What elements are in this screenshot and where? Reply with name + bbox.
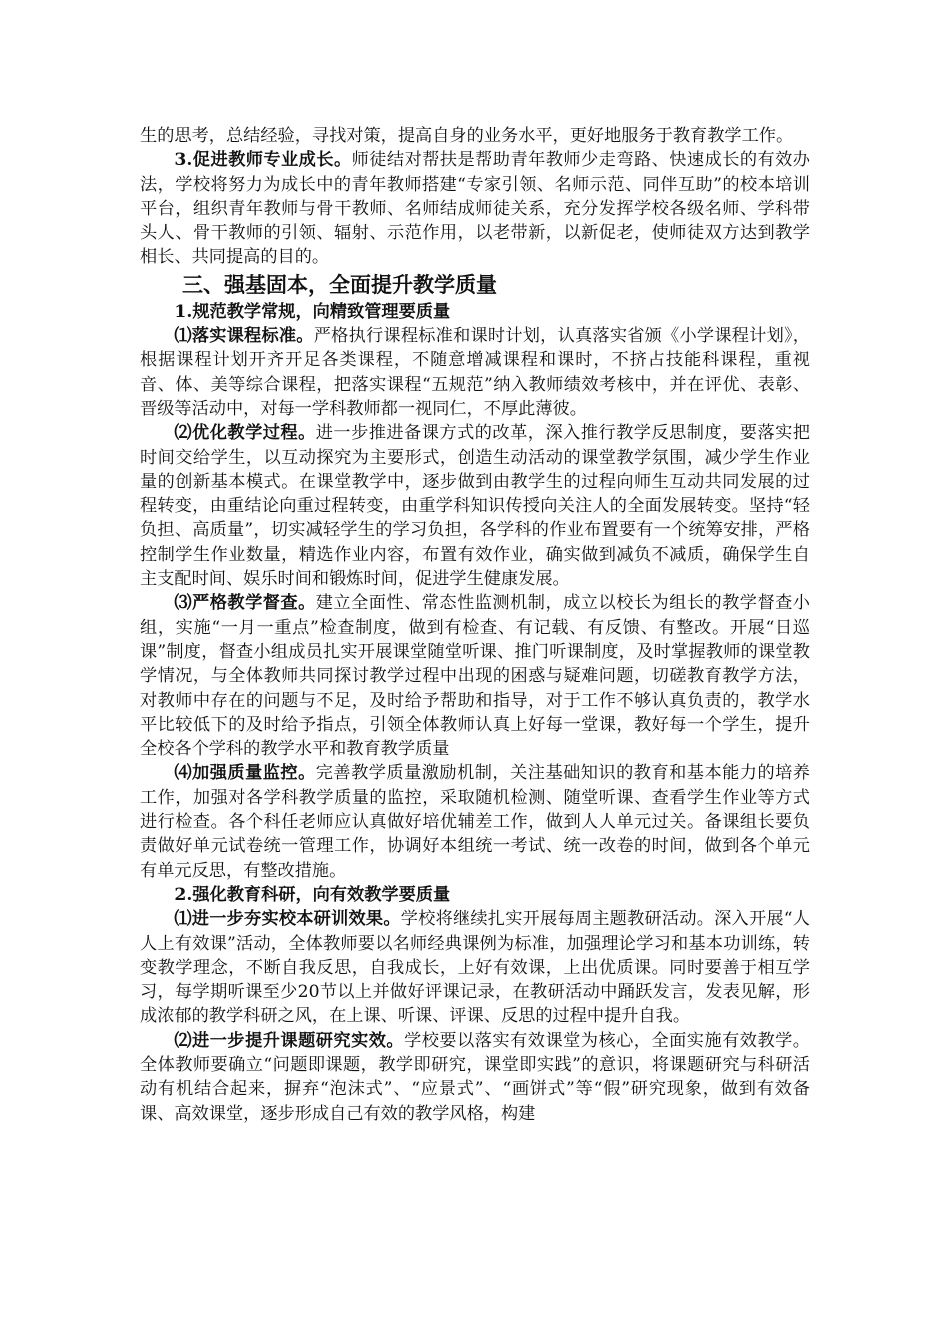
paragraph-lead: ⑶严格教学督查。 — [174, 593, 316, 614]
paragraph-teacher-growth — [140, 148, 810, 269]
document-page — [140, 124, 810, 1126]
paragraph-lead: ⑵优化教学过程。 — [174, 423, 316, 444]
subsection-heading-2: 2.强化教育科研，向有效教学要质量 — [174, 884, 451, 905]
paragraph-lead: ⑷加强质量监控。 — [174, 763, 316, 784]
paragraph-lead: ⑴进一步夯实校本研训效果。 — [174, 909, 401, 930]
paragraph-text: 师徒结对帮扶是帮助青年教师少走弯路、快速成长的有效办法，学校将努力为成长中的青年教师搭建“专家引领、名师示范、同伴互助”的校本培训平台，组织青年教师与骨干教师、名师结成师徒关系，充分发挥学校各级名师、学科带头人、骨干教师的引领、辐射、示范作用，以老带新，以新促老，使师徒双方达到教学相长、共同提高的目的。 — [140, 150, 810, 268]
paragraph-school-research — [140, 907, 810, 1028]
paragraph-lead: ⑵进一步提升课题研究实效。 — [174, 1030, 405, 1051]
paragraph-continuation — [140, 124, 810, 148]
paragraph-text: 建立全面性、常态性监测机制，成立以校长为组长的教学督查小组，实施“一月一重点”检查制度，做到有检查、有记载、有反馈、有整改。开展“日巡课”制度，督查小组成员扎实开展课堂随堂听课、推门听课制度，及时掌握教师的课堂教学情况，与全体教师共同探讨教学过程中出现的困惑与疑难问题，切磋教育教学方法，对教师中存在的问题与不足，及时给予帮助和指导，对于工作不够认真负责的，教学水平比较低下的及时给予指点，引领全体教师认真上好每一堂课，教好每一个学生，提升全校各个学科的教学水平和教育教学质量 — [140, 593, 810, 760]
paragraph-text: 进一步推进备课方式的改革，深入推行教学反思制度，要落实把时间交给学生，以互动探究为主要形式，创造生动活动的课堂教学氛围，减少学生作业量的创新基本模式。在课堂教学中，逐步做到由教学生的过程向师生互动共同发展的过程转变，由重结论向重过程转变，由重学科知识传授向关注人的全面发展转变。坚持“轻负担、高质量”，切实减轻学生的学习负担，各学科的作业布置要有一个统筹安排，严格控制学生作业数量，精选作业内容，布置有效作业，确实做到减负不减质，确保学生自主支配时间、娱乐时间和锻炼时间，促进学生健康发展。 — [140, 423, 810, 590]
paragraph-text: 学校将继续扎实开展每周主题教研活动。深入开展“人人上有效课”活动，全体教师要以名师经典课例为标准，加强理论学习和基本功训练，转变教学理念，不断自我反思，自我成长，上好有效课，上出优质课。同时要善于相互学习，每学期听课至少20节以上并做好评课记录，在教研活动中踊跃发言，发表见解，形成浓郁的教学科研之风，在上课、听课、评课、反思的过程中提升自我。 — [140, 909, 810, 1027]
paragraph-topic-research — [140, 1029, 810, 1126]
paragraph-lead: 3.促进教师专业成长。 — [174, 150, 352, 171]
paragraph-teaching-process — [140, 421, 810, 591]
paragraph-text: 严格执行课程标准和课时计划，认真落实省颁《小学课程计划》，根据课程计划开齐开足各类课程，不随意增减课程和课时，不挤占技能科课程，重视音、体、美等综合课程，把落实课程“五规范”纳入教师绩效考核中，并在评优、表彰、晋级等活动中，对每一学科教师都一视同仁，不厚此薄彼。 — [140, 326, 810, 419]
paragraph-text: 学校要以落实有效课堂为核心，全面实施有效教学。全体教师要确立“问题即课题，教学即研究，课堂即实践”的意识，将课题研究与科研活动有机结合起来，摒弃“泡沫式”、“应景式”、“画饼式”等“假”研究现象，做到有效备课、高效课堂，逐步形成自己有效的教学风格，构建 — [140, 1030, 810, 1124]
subsection-heading-1: 1.规范教学常规，向精致管理要质量 — [174, 301, 451, 322]
paragraph-curriculum-standard — [140, 324, 810, 421]
paragraph-text: 完善教学质量激励机制，关注基础知识的教育和基本能力的培养工作，加强对各学科教学质量的监控，采取随机检测、随堂听课、查看学生作业等方式进行检查。各个科任老师应认真做好培优辅差工作，做到人人单元过关。备课组长要负责做好单元试卷统一管理工作，协调好本组统一考试、统一改卷的时间，做到各个单元有单元反思，有整改措施。 — [140, 763, 810, 881]
paragraph-lead: ⑴落实课程标准。 — [174, 326, 314, 347]
paragraph-quality-monitoring — [140, 761, 810, 882]
paragraph-text: 生的思考，总结经验，寻找对策，提高自身的业务水平，更好地服务于教育教学工作。 — [140, 126, 794, 146]
paragraph-teaching-supervision — [140, 591, 810, 761]
section-heading: 三、强基固本，全面提升教学质量 — [182, 271, 497, 297]
